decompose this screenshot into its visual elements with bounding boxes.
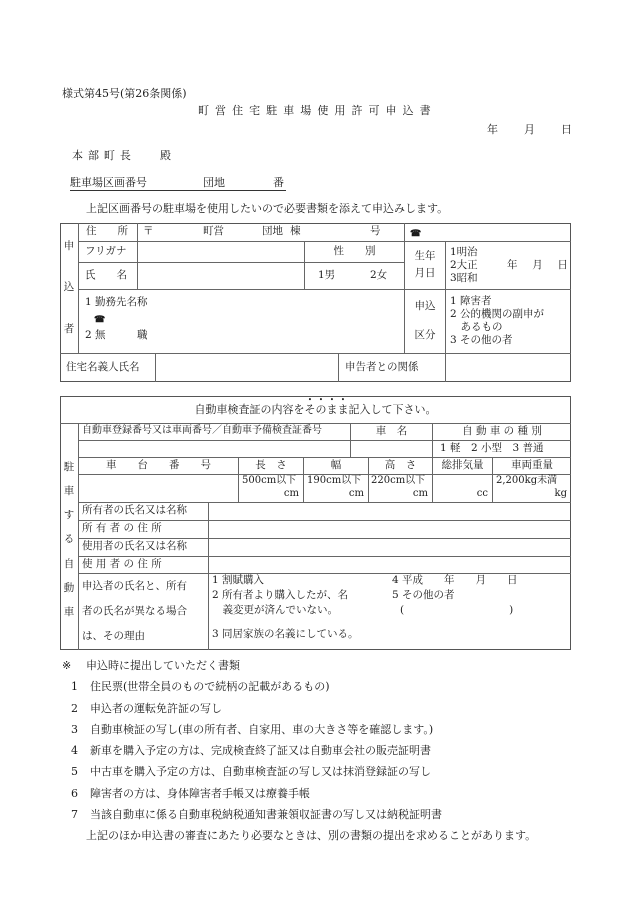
document-item-text: 当該自動車に係る自動車税納税通知書兼領収証書の写し又は納税証明書 [90, 808, 442, 822]
length-limit: 500cm以下 [242, 475, 297, 487]
height-limit: 220cm以下 [371, 475, 426, 487]
birth-label [405, 244, 445, 286]
document-item [62, 740, 592, 761]
work-place-option[interactable]: 1 勤務先名称 [85, 296, 148, 309]
document-item-number: 3 [71, 722, 78, 736]
page-title: 町営住宅駐車場使用許可申込書 [198, 104, 437, 117]
document-item-number: 7 [71, 808, 78, 822]
document-item [62, 719, 592, 740]
documents-mark: ※ [62, 659, 72, 672]
side-char: 動 [63, 581, 75, 594]
reason-purchased-from-owner[interactable]: 2 所有者より購入したが、名 [212, 589, 349, 602]
side-char: 込 [63, 281, 75, 294]
parking-slot-line [70, 177, 286, 191]
postal-mark: 〒 [143, 225, 154, 238]
birth-era-showa[interactable]: 3昭和 [450, 272, 478, 285]
relation-input[interactable] [446, 354, 570, 381]
instruction-post: 記入して下さい。 [348, 402, 437, 416]
address-label [86, 223, 132, 241]
applicant-side-label [60, 226, 78, 350]
date-day: 日 [561, 123, 572, 136]
reason-family-name[interactable]: 3 同居家族の名義にしている。 [212, 628, 359, 641]
width-unit: cm [348, 488, 364, 500]
displacement-unit: cc [476, 488, 488, 500]
furigana-input[interactable] [138, 242, 303, 262]
category-public-agency-cont: あるもの [450, 321, 503, 333]
document-item-number: 5 [71, 765, 78, 779]
reg-number-label: 自動車登録番号又は車両番号／自動車予備検査証番号 [82, 425, 322, 437]
birth-label-line: 月日 [414, 267, 436, 279]
documents-footer: 上記のほか申込書の審査にあたり必要なときは、別の書類の提出を求めることがあります。 [86, 829, 537, 843]
vehicle-instruction [60, 396, 571, 423]
birth-era-taisho[interactable]: 2大正 [450, 258, 478, 271]
weight-limit: 2,200kg未満 [496, 475, 558, 487]
reg-number-input[interactable] [79, 441, 349, 457]
user-address-input[interactable] [209, 557, 570, 573]
address-gou: 号 [370, 225, 381, 238]
document-item [62, 698, 592, 719]
owner-address-label: 所 有 者 の 住 所 [82, 522, 162, 535]
birth-label-line: 生年 [414, 249, 436, 262]
side-char: 申 [63, 240, 75, 253]
sex-male-option[interactable]: 1男 [318, 268, 336, 281]
date-year: 年 [487, 123, 498, 136]
document-item [62, 761, 592, 782]
length-header: 長 さ [255, 458, 287, 471]
document-item-text: 新車を購入予定の方は、完成検査終了証又は自動車会社の販売証明書 [90, 744, 431, 758]
instruction-pre: 自動車検査証の内容を [194, 402, 305, 416]
birth-ymd: 年 月 日 [507, 258, 570, 271]
instruction-emph-char: の • [316, 403, 327, 417]
document-item-text: 障害者の方は、身体障害者手帳又は療養手帳 [90, 786, 310, 800]
reason-other[interactable]: 5 その他の者 [392, 589, 455, 602]
document-item [62, 783, 592, 804]
car-name-input[interactable] [351, 441, 431, 457]
document-item-number: 4 [71, 744, 78, 758]
reason-installment[interactable]: 1 割賦購入 [212, 574, 265, 587]
furigana-label: フリガナ [85, 244, 127, 257]
document-item-number: 1 [71, 680, 78, 694]
reason-label [82, 574, 187, 648]
category-label-line: 区分 [414, 328, 436, 341]
reason-label-line: 申込者の氏名と、所有 [82, 579, 187, 592]
housing-holder-label: 住宅名義人氏名 [66, 360, 140, 373]
document-item-text: 住民票(世帯全員のもので続柄の記載があるもの) [90, 680, 330, 694]
parking-slot-ban: 番 [273, 176, 284, 189]
height-header: 高 さ [384, 458, 417, 471]
document-item-text: 申込者の運転免許証の写し [90, 701, 222, 715]
document-item [62, 676, 592, 697]
owner-name-label: 所有者の氏名又は名称 [82, 504, 187, 517]
side-char: 駐 [63, 460, 75, 473]
reason-other-paren: ( ) [400, 604, 514, 617]
user-name-input[interactable] [209, 539, 570, 556]
side-char: 車 [63, 484, 75, 497]
instruction-emph-char: ま • [327, 403, 338, 417]
name-label: 氏 名 [85, 268, 127, 281]
housing-holder-input[interactable] [156, 354, 337, 381]
birth-era-meiji[interactable]: 1明治 [450, 245, 478, 258]
relation-label: 申告者との関係 [345, 360, 419, 373]
instruction-emph-char: そ • [305, 403, 316, 417]
address-danchi: 団地 [262, 225, 283, 238]
width-header: 幅 [330, 458, 342, 471]
car-type-label: 自 動 車 の 種 別 [462, 424, 542, 437]
car-name-label: 車 名 [375, 424, 408, 437]
side-char: 車 [63, 606, 75, 619]
category-label-line: 申込 [414, 299, 436, 312]
document-item-text: 自動車検証の写し(車の所有者、自家用、車の大きさ等を確認します。) [90, 722, 434, 736]
sex-female-option[interactable]: 2女 [370, 268, 388, 281]
chassis-number-input[interactable] [79, 475, 237, 501]
reason-label-line: は、その理由 [82, 629, 145, 642]
width-limit: 190cm以下 [307, 475, 362, 487]
height-unit: cm [412, 488, 428, 500]
user-name-label: 使用者の氏名又は名称 [82, 540, 187, 553]
document-item-text: 中古車を購入予定の方は、自動車検査証の写し又は抹消登録証の写し [90, 765, 431, 779]
owner-address-input[interactable] [209, 521, 570, 538]
documents-heading-row [62, 655, 592, 676]
car-type-options[interactable]: 1 軽 2 小型 3 普通 [440, 441, 544, 454]
category-disabled[interactable]: 1 障害者 [450, 295, 492, 308]
parking-slot-danchi: 団地 [203, 176, 225, 189]
sex-label: 性 別 [333, 244, 376, 257]
addressee-name: 本部町長 [72, 149, 136, 162]
weight-header: 車両重量 [511, 458, 553, 471]
length-unit: cm [283, 488, 299, 500]
document-item-number: 2 [71, 701, 78, 715]
work-phone-icon: ☎ [94, 315, 106, 326]
vehicle-side-label [60, 455, 78, 625]
date-month: 月 [524, 123, 535, 136]
chassis-number-header: 車 台 番 号 [106, 458, 211, 471]
owner-name-input[interactable] [209, 503, 570, 520]
address-tou: 棟 [290, 225, 301, 238]
user-address-label: 使 用 者 の 住 所 [82, 557, 162, 570]
address-input[interactable] [145, 223, 403, 241]
documents-footer-row [62, 825, 592, 846]
documents-list [62, 676, 592, 825]
documents-section [62, 655, 592, 847]
form-number: 様式第45号(第26条関係) [62, 87, 187, 100]
instruction-emph-char: ま • [338, 403, 349, 417]
category-other[interactable]: 3 その他の者 [450, 333, 513, 346]
phone-input[interactable] [422, 223, 570, 241]
category-label [405, 292, 445, 350]
phone-icon: ☎ [410, 229, 422, 240]
reason-heisei-date[interactable]: 4 平成 年 月 日 [392, 574, 518, 587]
address-label-text: 住 所 [86, 225, 128, 238]
reason-label-line: 者の氏名が異なる場合 [82, 604, 187, 617]
category-options [450, 290, 544, 352]
side-char: る [63, 533, 75, 546]
weight-unit: kg [554, 488, 567, 500]
document-item-number: 6 [71, 786, 78, 800]
side-char: す [63, 509, 75, 522]
intro-text: 上記区画番号の駐車場を使用したいので必要書類を添えて申込みします。 [86, 202, 449, 215]
parking-slot-label: 駐車場区画番号 [70, 176, 147, 189]
side-char: 自 [63, 557, 75, 570]
name-input[interactable] [138, 263, 303, 289]
addressee-honorific: 殿 [160, 149, 171, 162]
side-char: 者 [63, 322, 75, 335]
unemployed-option[interactable]: 2 無 職 [85, 329, 148, 342]
document-item [62, 804, 592, 825]
documents-heading: 申込時に提出していただく書類 [86, 659, 240, 672]
reason-purchased-from-owner-cont: 義変更が済んでいない。 [212, 604, 338, 617]
birth-era-options [450, 242, 478, 289]
displacement-header: 総排気量 [441, 458, 484, 471]
address-chou: 町営 [203, 225, 224, 238]
category-public-agency[interactable]: 2 公的機関の副申が [450, 308, 545, 321]
